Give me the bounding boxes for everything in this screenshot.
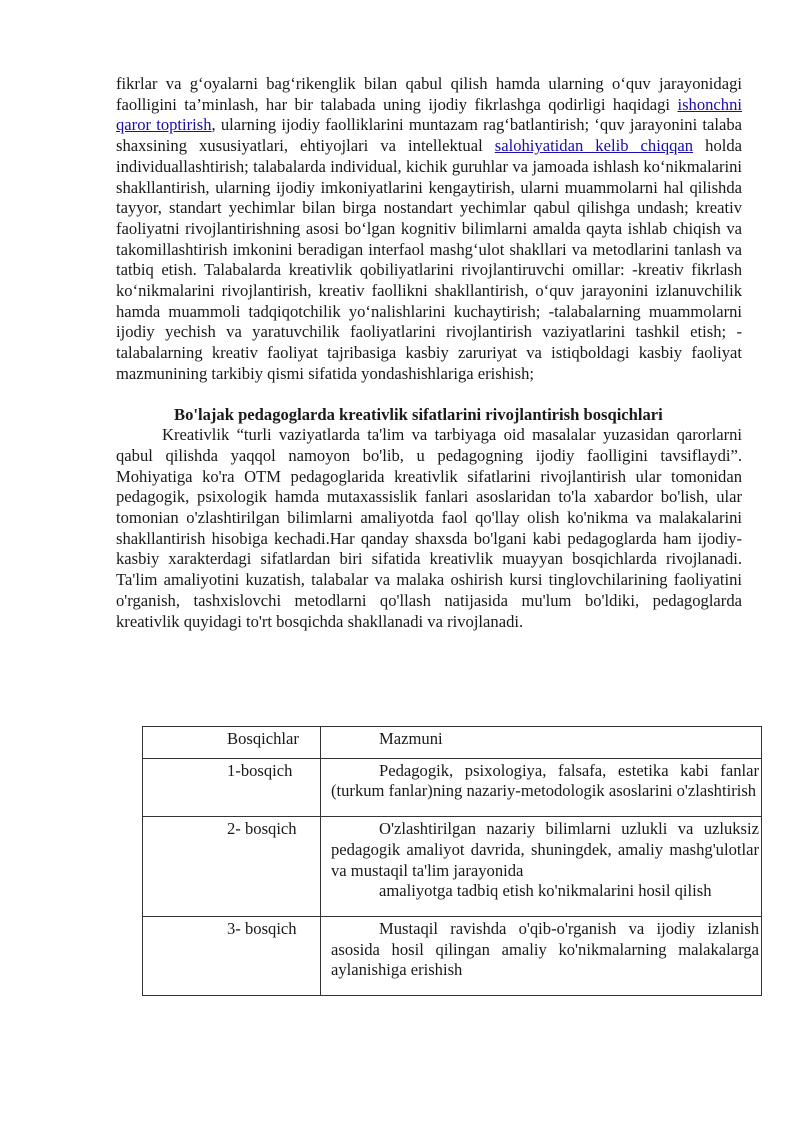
link-salohiyatidan[interactable]: salohiyatidan kelib chiqqan <box>494 136 694 156</box>
header-content: Mazmuni <box>321 727 762 759</box>
content-cell <box>321 817 762 917</box>
content-cell <box>321 916 762 995</box>
content-text: Mustaqil ravishda o'qib-o'rganish va ijodiy izlanish asosida hosil qilingan amaliy ko'nikmalarning malakalarga aylanishiga erishish <box>331 918 759 980</box>
text-fragment: holda individuallashtirish; talabalarda individual, kichik guruhlar va jamoada ishlash ko‘nikmalarini shakllantirish, ularning ijodiy imkoniyatlarini kengaytirish, ularni muammolarni hal qilishda tayyor, standart yechimlar bilan birga nostandart yechimlar qabul qilishga undash; kreativ faoliyatni rivojlantirishning asosi bo‘lgan kognitiv bilimlarni amalda qayta ishlab chiqish va takomillashtirish imkonini beradigan interfaol mashg‘ulot shakllari va metodlarini tanlash va tatbiq etish. Talabalarda kreativlik qobiliyatlarini rivojlantiruvchi omillar: -kreativ fikrlash ko‘nikmalarini rivojlantirish, kreativ faollikni shakllantirish, o‘quv jarayonini izlanuvchilik hamda muammoli tadqiqotchilik yo‘nalishlarini kuchaytirish; -talabalarning muammolarni ijodiy yechish va yaratuvchilik faoliyatlarini rivojlantirish vaziyatlarini tashkil etish; -talabalarning kreativ faoliyat tajribasiga kasbiy zaruriyat va istiqboldagi kasbiy faoliyat mazmunining tarkibiy qismi sifatida yondashishlariga erishish; <box>116 136 743 383</box>
stage-cell: 2- bosqich <box>143 817 321 917</box>
text-fragment: , ularning ijodiy faolliklarini muntazam rag‘batlantirish; ‘quv jarayonini talaba shaxsining xususiyatlari, ehtiyojlari va intellektual <box>116 115 742 156</box>
header-stages: Bosqichlar <box>143 727 321 759</box>
text-fragment: fikrlar va g‘oyalarni bag‘rikenglik bilan qabul qilish hamda ularning o‘quv jarayonidagi faolligini ta’minlash, har bir talabada uning ijodiy fikrlashga qodirligi haqidagi <box>116 74 742 114</box>
intro-paragraph <box>116 74 742 385</box>
content-text: O'zlashtirilgan nazariy bilimlarni uzlukli va uzluksiz pedagogik amaliyot davrida, shuningdek, amaliy mashg'ulotlar va mustaqil ta'lim jarayonida <box>331 819 759 880</box>
table-row <box>143 817 762 917</box>
table-row <box>143 916 762 995</box>
content-cell <box>321 758 762 816</box>
body-paragraph: Kreativlik “turli vaziyatlarda ta'lim va tarbiyaga oid masalalar yuzasidan qarorlarni qabul qilishda yaqqol namoyon bo'lib, u pedagogning ijodiy faolligini tavsiflaydi”. Mohiyatiga ko'ra OTM pedagoglarida kreativlik sifatlarini rivojlantirish ular tomonidan pedagogik, psixologik hamda mutaxassislik fanlari asoslaridan to'la xabardor bo'lish, ular tomonian o'zlashtirilgan bilimlarni amaliyotda faol qo'llay olish ko'nikma va malakalarini shakllantirish hisobiga kechadi.Har qanday shaxsda bo'lgani kabi pedagoglarda ham ijodiy-kasbiy xarakterdagi sifatlardan biri sifatida kreativlik muayyan bosqichlarda rivojlanadi. Ta'lim amaliyotini kuzatish, talabalar va malaka oshirish kursi tinglovchilarining faoliyatini o'rganish, tashxislovchi metodlarni qo'llash natijasida mu'lum bo'ldiki, pedagoglarda kreativlik quyidagi to'rt bosqichda shakllanadi va rivojlanadi. <box>116 425 742 631</box>
table-header-row <box>143 727 762 759</box>
document-page <box>116 74 742 632</box>
stages-table-wrapper <box>142 726 762 996</box>
link-ishonchni[interactable]: ishonchni qaror toptirish <box>116 94 742 135</box>
content-text-extra: amaliyotga tadbiq etish ko'nikmalarini hosil qilish <box>379 881 712 901</box>
stage-cell: 1-bosqich <box>143 758 321 816</box>
content-text: Pedagogik, psixologiya, falsafa, estetika kabi fanlar (turkum fanlar)ning nazariy-metodologik asoslarini o'zlashtirish <box>331 760 759 801</box>
table-row <box>143 758 762 816</box>
section-heading: Bo'lajak pedagoglarda kreativlik sifatlarini rivojlantirish bosqichlari <box>174 404 663 424</box>
stages-table <box>142 726 762 996</box>
stage-cell: 3- bosqich <box>143 916 321 995</box>
